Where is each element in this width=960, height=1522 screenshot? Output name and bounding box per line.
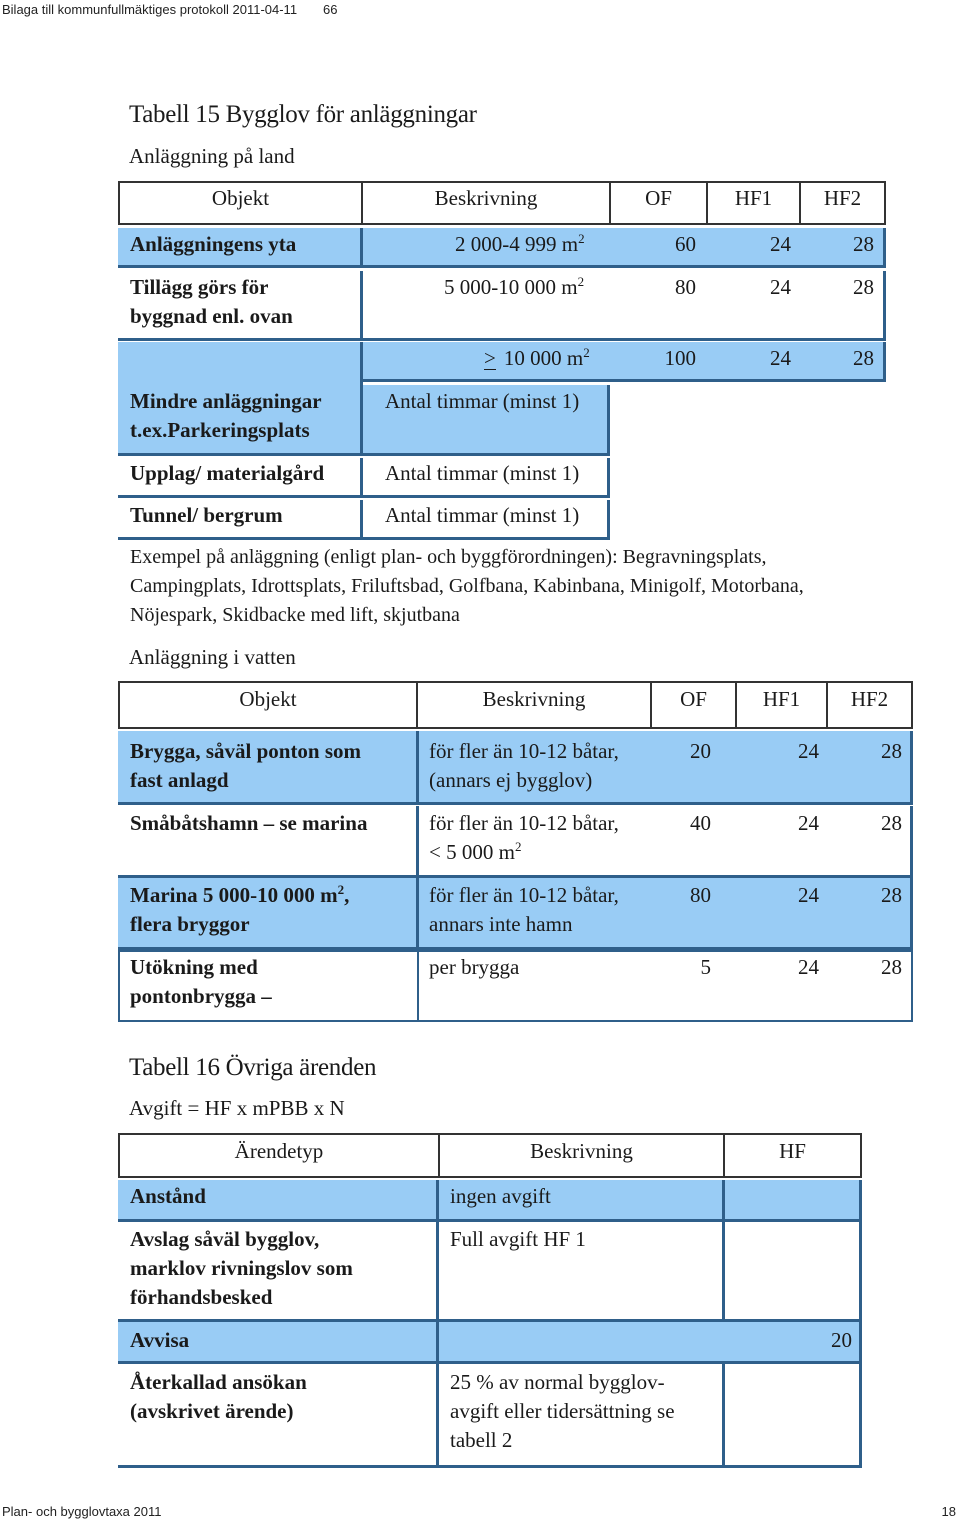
value-hf1: 24 bbox=[798, 955, 819, 979]
cell-bg bbox=[725, 1222, 862, 1322]
row-label-line2: fast anlagd bbox=[130, 768, 229, 792]
cell-bg bbox=[725, 1364, 862, 1468]
row-description: Antal timmar (minst 1) bbox=[385, 461, 580, 485]
col-objekt: Objekt bbox=[211, 186, 270, 210]
value-of: 80 bbox=[675, 275, 696, 299]
header-title: Bilaga till kommunfullmäktiges protokoll 2011-04-11 bbox=[2, 2, 298, 17]
row-label-line2: flera bryggor bbox=[130, 912, 250, 936]
row-description: per brygga bbox=[429, 955, 520, 979]
value-of: 100 bbox=[664, 346, 696, 370]
fee-formula: Avgift = HF x mPBB x N bbox=[129, 1096, 345, 1120]
row-description: > 10 000 $m^2$ bbox=[484, 344, 590, 373]
row-description: 5 000-10 000 $m^2$ bbox=[444, 274, 585, 299]
value-hf2: 28 bbox=[853, 232, 874, 256]
row-label: Avvisa bbox=[130, 1328, 190, 1352]
land-heading: Anläggning på land bbox=[129, 144, 295, 168]
cell-bg bbox=[725, 1180, 862, 1222]
value-hf1: 24 bbox=[798, 739, 819, 763]
col-beskrivning: Beskrivning bbox=[434, 186, 538, 210]
row-label: Anläggningens yta bbox=[130, 232, 297, 256]
row-description: Antal timmar (minst 1) bbox=[385, 503, 580, 527]
row-label-line1: Marina 5 000-10 000 $m^2$, bbox=[130, 882, 350, 907]
value-of: 40 bbox=[690, 811, 711, 835]
row-label-line1: Tillägg görs för bbox=[130, 275, 269, 299]
row-label: Småbåtshamn – se marina bbox=[130, 811, 368, 835]
row-label-line2: byggnad enl. ovan bbox=[130, 304, 293, 328]
row-label-line1: Avslag såväl bygglov, bbox=[130, 1227, 320, 1251]
divider bbox=[417, 950, 419, 1022]
row-label-line2: (avskrivet ärende) bbox=[130, 1399, 294, 1423]
value-of: 80 bbox=[690, 883, 711, 907]
value-hf1: 24 bbox=[798, 883, 819, 907]
col-hf2: HF2 bbox=[850, 687, 889, 711]
row-description-line2: (annars ej bygglov) bbox=[429, 768, 593, 792]
row-label: Upplag/ materialgård bbox=[130, 461, 325, 485]
table-15-title: Tabell 15 Bygglov för anläggningar bbox=[129, 101, 477, 128]
row-description-line1: för fler än 10-12 båtar, bbox=[429, 811, 619, 835]
row-label-line1: Mindre anläggningar bbox=[130, 389, 322, 413]
value-hf2: 28 bbox=[881, 811, 902, 835]
water-heading: Anläggning i vatten bbox=[129, 645, 296, 669]
row-description-line1: 25 % av normal bygglov- bbox=[450, 1370, 665, 1394]
value-of: 60 bbox=[675, 232, 696, 256]
page-header bbox=[0, 0, 960, 20]
row-label: Tunnel/ bergrum bbox=[130, 503, 283, 527]
page-footer bbox=[0, 1502, 960, 1522]
row-label-line2: marklov rivningslov som bbox=[130, 1256, 353, 1280]
row-description-line2: avgift eller tidersättning se bbox=[450, 1399, 675, 1423]
value-hf: 20 bbox=[831, 1328, 852, 1352]
greater-equal-icon: > bbox=[484, 346, 496, 370]
col-hf: HF bbox=[779, 1139, 806, 1163]
value-hf2: 28 bbox=[881, 739, 902, 763]
row-label-line1: Utökning med bbox=[130, 955, 258, 979]
row-description: Full avgift HF 1 bbox=[450, 1227, 586, 1251]
row-description-line1: för fler än 10-12 båtar, bbox=[429, 883, 619, 907]
value-hf2: 28 bbox=[881, 883, 902, 907]
col-objekt: Objekt bbox=[239, 687, 297, 711]
row-label-line2: t.ex.Parkeringsplats bbox=[130, 418, 310, 442]
row-description: Antal timmar (minst 1) bbox=[385, 389, 580, 413]
col-hf2: HF2 bbox=[823, 186, 862, 210]
row-description-line3: tabell 2 bbox=[450, 1428, 513, 1452]
value-of: 5 bbox=[700, 955, 711, 979]
col-hf1: HF1 bbox=[762, 687, 801, 711]
row-description-line2: < 5 000 $m^2$ bbox=[429, 839, 522, 864]
col-beskrivning: Beskrivning bbox=[482, 687, 586, 711]
value-hf2: 28 bbox=[853, 346, 874, 370]
row-label-line3: förhandsbesked bbox=[130, 1285, 273, 1309]
value-hf1: 24 bbox=[770, 275, 791, 299]
table-16-title: Tabell 16 Övriga ärenden bbox=[129, 1054, 377, 1081]
value-hf2: 28 bbox=[853, 275, 874, 299]
example-line-3: Nöjespark, Skidbacke med lift, skjutbana bbox=[130, 604, 460, 626]
col-beskrivning: Beskrivning bbox=[530, 1139, 633, 1163]
value-hf2: 28 bbox=[881, 955, 902, 979]
row-description: 2 000-4 999 $m^2$ bbox=[455, 231, 585, 256]
value-hf1: 24 bbox=[798, 811, 819, 835]
row-description: ingen avgift bbox=[450, 1184, 551, 1208]
footer-title: Plan- och bygglovtaxa 2011 bbox=[2, 1504, 162, 1519]
value-of: 20 bbox=[690, 739, 711, 763]
col-of: OF bbox=[645, 186, 672, 210]
row-label-line2: pontonbrygga – bbox=[130, 984, 272, 1008]
value-hf1: 24 bbox=[770, 232, 791, 256]
col-of: OF bbox=[680, 687, 707, 711]
row-label: Anstånd bbox=[130, 1184, 206, 1208]
row-description-line1: för fler än 10-12 båtar, bbox=[429, 739, 619, 763]
example-line-2: Campingplats, Idrottsplats, Friluftsbad, Golfbana, Kabinbana, Minigolf, Motorbana, bbox=[130, 575, 804, 597]
col-arendetyp: Ärendetyp bbox=[234, 1139, 324, 1163]
value-hf1: 24 bbox=[770, 346, 791, 370]
footer-page-number: 18 bbox=[941, 1504, 956, 1519]
example-line-1: Exempel på anläggning (enligt plan- och byggförordningen): Begravningsplats, bbox=[130, 546, 767, 568]
header-page-number: 66 bbox=[323, 2, 338, 17]
row-label-line1: Återkallad ansökan bbox=[130, 1370, 307, 1394]
row-description-line2: annars inte hamn bbox=[429, 912, 573, 936]
col-hf1: HF1 bbox=[734, 186, 773, 210]
row-label-line1: Brygga, såväl ponton som bbox=[130, 739, 362, 763]
